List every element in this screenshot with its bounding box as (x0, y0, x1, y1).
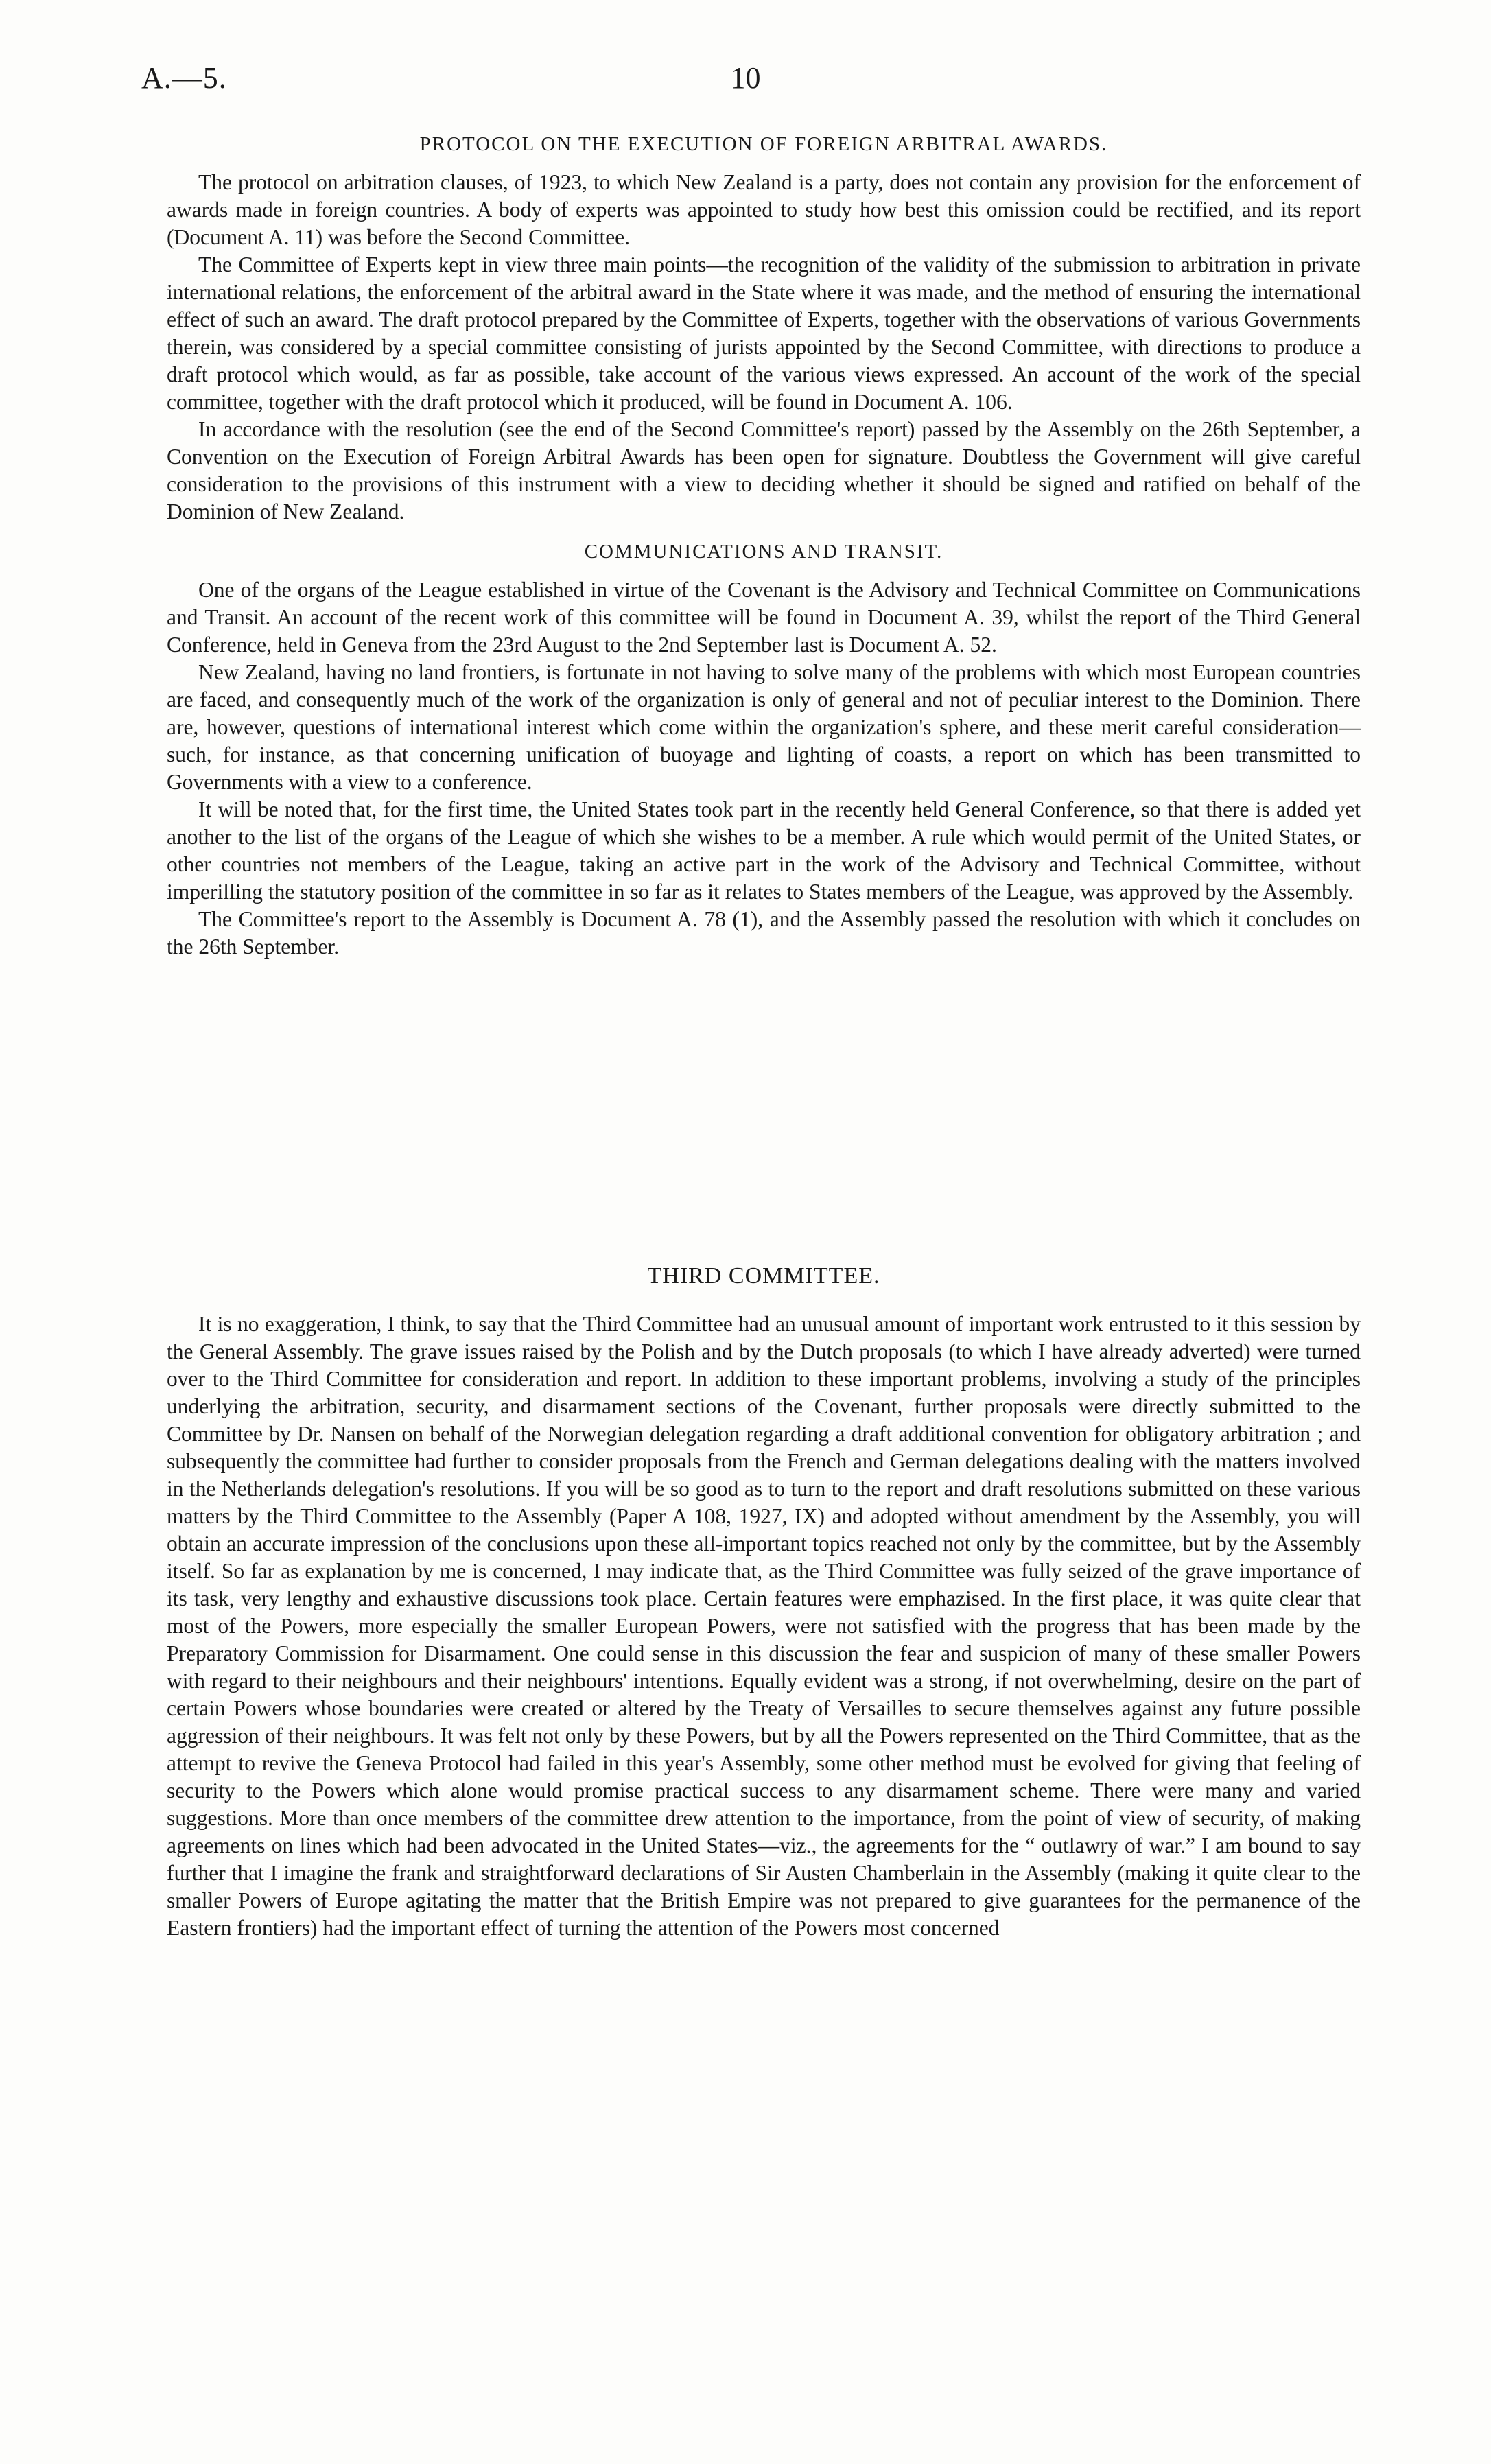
document-reference: A.—5. (141, 61, 227, 95)
paragraph: The Committee's report to the Assembly is Document A. 78 (1), and the Assembly passed the resolution with which it concludes on the 26th September. (167, 907, 1361, 959)
paragraph: New Zealand, having no land frontiers, is fortunate in not having to solve many of the problems with which most European countries are faced, and consequently much of the work of the organization is only of general and not of peculiar interest to the Dominion. There are, however, questions of international interest which come within the organization's sphere, and these merit careful consideration—such, for instance, as that concerning unification of buoyage and lighting of coasts, a report on which has been transmitted to Governments with a view to a conference. (167, 660, 1361, 794)
paragraph: In accordance with the resolution (see the end of the Second Committee's report) passed by the Assembly on the 26th September, a Convention on the Execution of Foreign Arbitral Awards has been open for signature. Doubtless the Government will give careful consideration to the provisions of this instrument with a view to deciding whether it should be signed and ratified on behalf of the Dominion of New Zealand. (167, 417, 1361, 524)
paragraph: The Committee of Experts kept in view three main points—the recognition of the validity of the submission to arbitration in private international relations, the enforcement of the arbitral award in the State where it was made, and the method of ensuring the international effect of such an award. The draft protocol prepared by the Committee of Experts, together with the observations of various Governments therein, was considered by a special committee consisting of jurists appointed by the Second Committee, with directions to produce a draft protocol which would, as far as possible, take account of the various views expressed. An account of the work of the special committee, together with the draft protocol which it produced, will be found in Document A. 106. (167, 253, 1361, 414)
paragraph: It is no exaggeration, I think, to say that the Third Committee had an unusual amount of important work entrusted to it this session by the General Assembly. The grave issues raised by the Polish and by the Dutch proposals (to which I have already adverted) were turned over to the Third Committee for consideration and report. In addition to these important problems, involving a study of the principles underlying the arbitration, security, and disarmament sections of the Covenant, further proposals were directly submitted to the Committee by Dr. Nansen on behalf of the Norwegian delegation regarding a draft additional convention for obligatory arbitration ; and subsequently the committee had further to consider proposals from the French and German delegations dealing with the matters involved in the Netherlands delegation's resolutions. If you will be so good as to turn to the report and draft resolutions submitted on these various matters by the Third Committee to the Assembly (Paper A 108, 1927, IX) and adopted without amendment by the Assembly, you will obtain an accurate impression of the conclusions upon these all-important topics reached not only by the committee, but by the Assembly itself. So far as explanation by me is concerned, I may indicate that, as the Third Committee was fully seized of the grave importance of its task, very lengthy and exhaustive discussions took place. Certain features were emphazised. In the first place, it was quite clear that most of the Powers, more especially the smaller European Powers, were not satisfied with the progress that has been made by the Preparatory Commission for Disarmament. One could sense in this discussion the fear and suspicion of many of these smaller Powers with regard to their neighbours and their neighbours' intentions. Equally evident was a strong, if not overwhelming, desire on the part of certain Powers whose boundaries were created or altered by the Treaty of Versailles to secure themselves against any future possible aggression of their neighbours. It was felt not only by these Powers, but by all the Powers represented on the Third Committee, that as the attempt to revive the Geneva Protocol had failed in this year's Assembly, some other method must be evolved for giving that feeling of security to the Powers which alone would promise practical success to any disarmament scheme. There were many and varied suggestions. More than once members of the committee drew attention to the importance, from the point of view of security, of making agreements on lines which had been advocated in the United States—viz., the agreements for the “ outlawry of war.” I am bound to say further that I imagine the frank and straightforward declarations of Sir Austen Chamberlain in the Assembly (making it quite clear to the smaller Powers of Europe agitating the matter that the British Empire was not prepared to give guarantees for the permanence of the Eastern frontiers) had the important effect of turning the attention of the Powers most concerned (167, 1312, 1361, 1940)
section-heading-communications: COMMUNICATIONS AND TRANSIT. (584, 541, 943, 563)
paragraph: One of the organs of the League established in virtue of the Covenant is the Advisory and Technical Committee on Communications and Transit. An account of the recent work of this committee will be found in Document A. 39, whilst the report of the Third General Conference, held in Geneva from the 23rd August to the 2nd September last is Document A. 52. (167, 578, 1361, 657)
lower-text-block (167, 1261, 1361, 1942)
section-heading-third-committee: THIRD COMMITTEE. (647, 1263, 880, 1289)
section-heading-protocol: PROTOCOL ON THE EXECUTION OF FOREIGN ARBITRAL AWARDS. (419, 133, 1108, 155)
page-number: 10 (730, 61, 761, 95)
upper-text-block (167, 130, 1361, 961)
paragraph: The protocol on arbitration clauses, of 1923, to which New Zealand is a party, does not contain any provision for the enforcement of awards made in foreign countries. A body of experts was appointed to study how best this omission could be rectified, and its report (Document A. 11) was before the Second Committee. (167, 170, 1361, 249)
paragraph: It will be noted that, for the first time, the United States took part in the recently held General Conference, so that there is added yet another to the list of the organs of the League of which she wishes to be a member. A rule which would permit of the United States, or other countries not members of the League, taking an active part in the work of the Advisory and Technical Committee, without imperilling the statutory position of the committee in so far as it relates to States members of the League, was approved by the Assembly. (167, 797, 1361, 904)
